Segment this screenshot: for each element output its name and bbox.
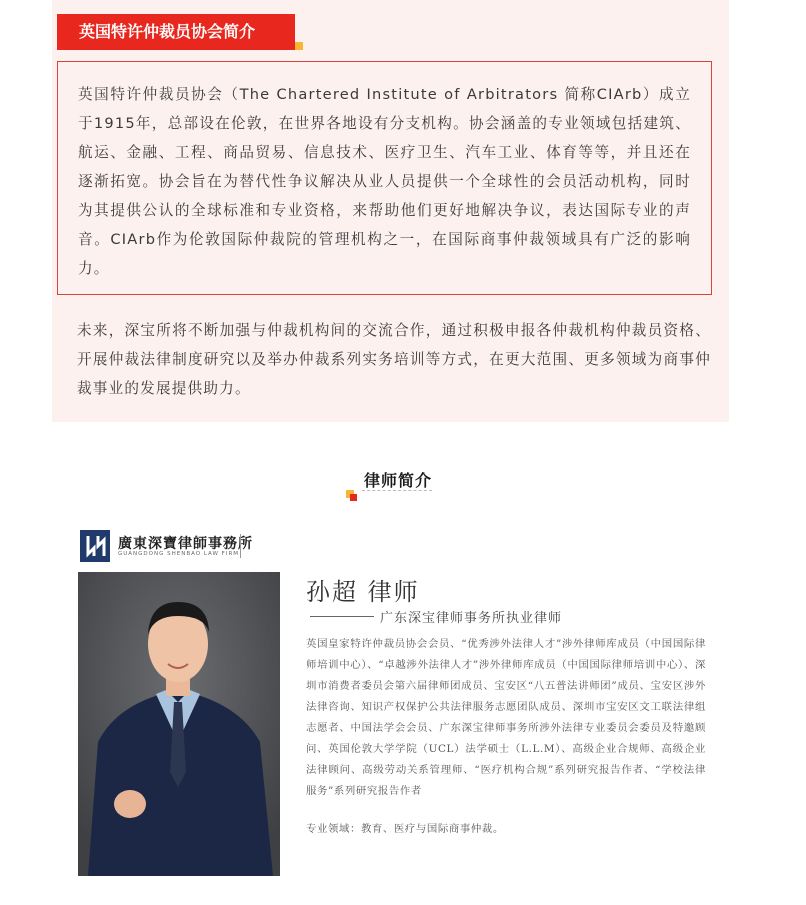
lawyer-bio: 英国皇家特许仲裁员协会会员、“优秀涉外法律人才”涉外律师库成员（中国国际律师培训中心）、“卓越涉外法律人才”涉外律师库成员（中国国际律师培训中心）、深圳市消费者委员会第六届律师团成员、宝安区“八五普法讲师团”成员、宝安区涉外法律咨询、知识产权保护公共法律服务志愿团队成员、深圳市宝安区文工联法律组志愿者、中国法学会会员、广东深宝律师事务所涉外法律专业委员会委员及特邀顾问、英国伦敦大学学院（UCL）法学硕士（L.L.M）、高级企业合规师、高级企业法律顾问、高级劳动关系管理师、“医疗机构合规”系列研究报告作者、“学校法律服务”系列研究报告作者 [306, 638, 706, 797]
logo-divider [240, 534, 241, 558]
lawyer-title: 广东深宝律师事务所执业律师 [380, 611, 563, 626]
section-title: 英国特许仲裁员协会简介 [57, 14, 295, 50]
firm-logo-icon [80, 530, 110, 562]
future-paragraph [77, 316, 711, 403]
title-accent-yellow [295, 42, 303, 50]
lawyer-section-title: 律师简介 [364, 471, 433, 490]
firm-logo [80, 530, 280, 564]
lawyer-section-heading [362, 468, 472, 500]
intro-text: 英国特许仲裁员协会（The Chartered Institute of Arbitrators 简称CIArb）成立于1915年，总部设在伦敦，在世界各地设有分支机构。协会涵盖的专业领域包括建筑、航运、金融、工程、商品贸易、信息技术、医疗卫生、汽车工业、体育等等，并且还在逐渐拓宽。协会旨在为替代性争议解决从业人员提供一个全球性的会员活动机构，同时为其提供公认的全球标准和专业资格，来帮助他们更好地解决争议，表达国际专业的声音。CIArb作为伦敦国际仲裁院的管理机构之一，在国际商事仲裁领域具有广泛的影响力。 [78, 86, 691, 277]
lawyer-name: 孙超 律师 [306, 578, 420, 606]
lawyer-title-line [310, 616, 374, 617]
intro-box [57, 61, 712, 295]
future-text: 未来，深宝所将不断加强与仲裁机构间的交流合作，通过积极申报各仲裁机构仲裁员资格、开展仲裁法律制度研究以及举办仲裁系列实务培训等方式，在更大范围、更多领域为商事仲裁事业的发展提供助力。 [77, 322, 711, 397]
firm-name: 廣東深寶律師事務所 [118, 536, 253, 552]
heading-divider [362, 490, 432, 491]
lawyer-field: 专业领域：教育、医疗与国际商事仲裁。 [306, 823, 504, 835]
lawyer-photo [78, 572, 280, 876]
firm-english-name: GUANGDONG SHENBAO LAW FIRM [118, 551, 240, 557]
title-accent-red [287, 42, 295, 50]
heading-accent-red [350, 494, 357, 501]
